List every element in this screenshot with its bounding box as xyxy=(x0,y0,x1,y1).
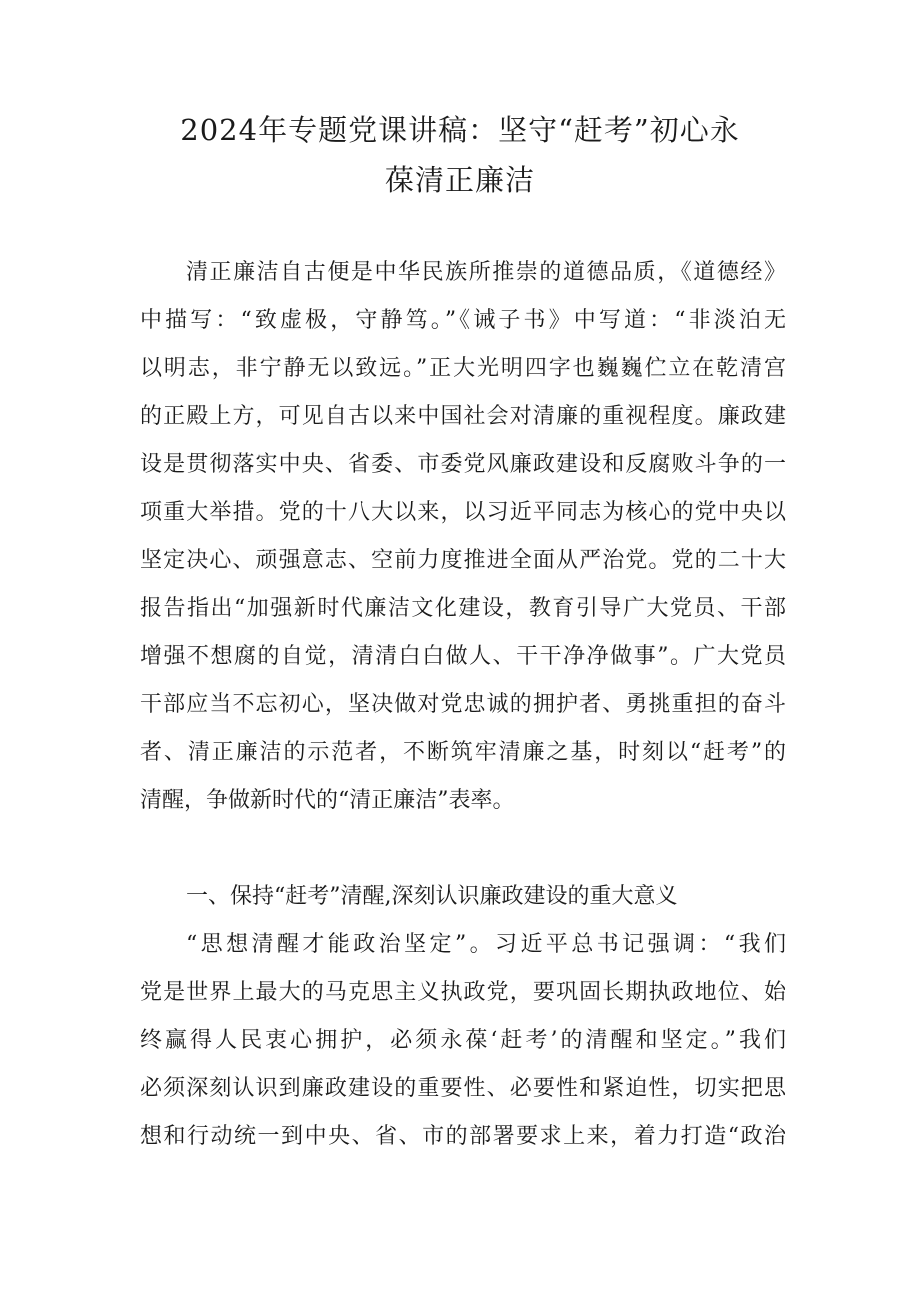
paragraph-line: 清正廉洁自古便是中华民族所推崇的道德品质，《道德经》 xyxy=(186,260,786,285)
paragraph-line: 项重大举措。党的十八大以来，以习近平同志为核心的党中央以 xyxy=(140,500,786,525)
document-title-line-2: 葆清正廉洁 xyxy=(384,163,535,197)
paragraph-line: 中描写：“致虚极，守静笃。”《诫子书》中写道：“非淡泊无 xyxy=(140,308,786,333)
paragraph-line: 想和行动统一到中央、省、市的部署要求上来，着力打造“政治 xyxy=(140,1124,786,1149)
paragraph-line: 增强不想腐的自觉，清清白白做人、干干净净做事”。广大党员 xyxy=(140,644,786,669)
paragraph-line: “思想清醒才能政治坚定”。习近平总书记强调：“我们 xyxy=(186,932,786,957)
paragraph-line: 党是世界上最大的马克思主义执政党，要巩固长期执政地位、始 xyxy=(140,980,786,1005)
paragraph-line: 终赢得人民衷心拥护，必须永葆‘赶考’的清醒和坚定。”我们 xyxy=(140,1028,786,1053)
document-title-line-1: 2024年专题党课讲稿：坚守“赶考”初心永 xyxy=(180,113,740,147)
paragraph-line: 报告指出“加强新时代廉洁文化建设，教育引导广大党员、干部 xyxy=(140,596,786,621)
paragraph-line: 干部应当不忘初心，坚决做对党忠诚的拥护者、勇挑重担的奋斗 xyxy=(140,692,786,717)
paragraph-line: 清醒，争做新时代的“清正廉洁”表率。 xyxy=(140,788,515,813)
paragraph-line: 设是贯彻落实中央、省委、市委党风廉政建设和反腐败斗争的一 xyxy=(140,452,786,477)
paragraph-line: 以明志，非宁静无以致远。”正大光明四字也巍巍伫立在乾清宫 xyxy=(140,356,786,381)
paragraph-line: 者、清正廉洁的示范者，不断筑牢清廉之基，时刻以“赶考”的 xyxy=(140,740,786,765)
paragraph-line: 的正殿上方，可见自古以来中国社会对清廉的重视程度。廉政建 xyxy=(140,404,786,429)
paragraph-line: 必须深刻认识到廉政建设的重要性、必要性和紧迫性，切实把思 xyxy=(140,1076,786,1101)
section-heading: 一、保持“赶考”清醒,深刻认识廉政建设的重大意义 xyxy=(186,884,678,909)
paragraph-line: 坚定决心、顽强意志、空前力度推进全面从严治党。党的二十大 xyxy=(140,548,786,573)
